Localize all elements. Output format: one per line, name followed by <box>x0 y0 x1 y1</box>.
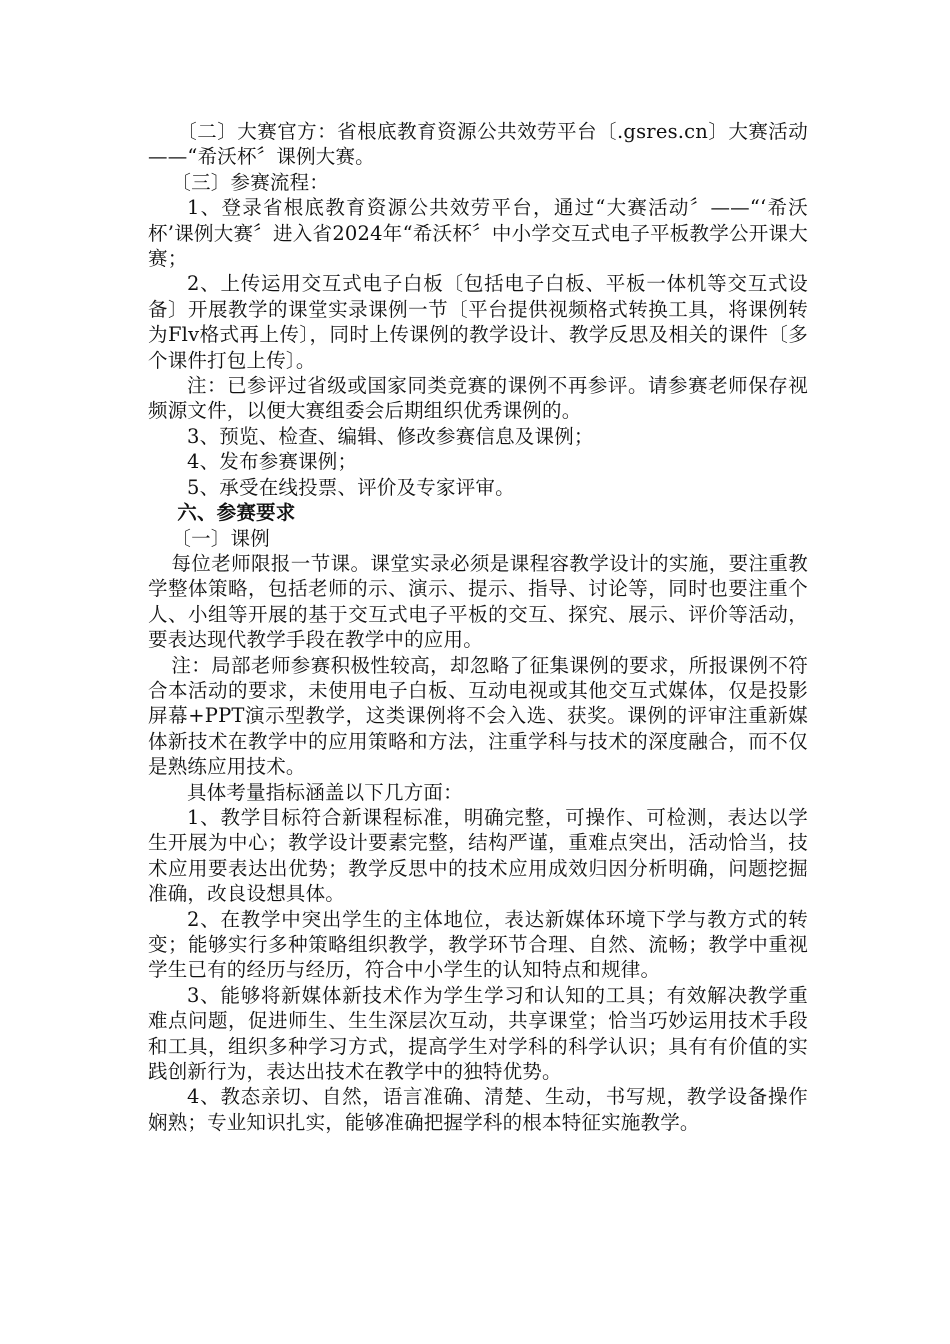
paragraph-criterion-1: 1、教学目标符合新课程标准，明确完整，可操作、可检测，表达以学生开展为中心；教学设计要素完整，结构严谨，重难点突出，活动恰当，技术应用要表达出优势；教学反思中的技术应用成效归因分析明确，问题挖掘准确，改良设想具体。 <box>148 805 808 906</box>
paragraph-criteria-intro: 具体考量指标涵盖以下几方面： <box>187 780 463 804</box>
paragraph-step-1-login: 1、登录省根底教育资源公共效劳平台，通过“大赛活动〞——“‘希沃杯’课例大赛〞进入省2024年“希沃杯〞中小学交互式电子平板教学公开课大赛； <box>148 196 808 271</box>
paragraph-step-5-review: 5、承受在线投票、评价及专家评审。 <box>187 475 515 499</box>
paragraph-note-evaluation: 注：局部老师参赛积极性较高，却忽略了征集课例的要求，所报课例不符合本活动的要求，未使用电子白板、互动电视或其他交互式媒体，仅是投影屏幕+PPT演示型教学，这类课例将不会入选、获奖。课例的评审注重新媒体新技术在教学中的应用策略和方法，注重学科与技术的深度融合，而不仅是熟练应用技术。 <box>148 653 808 779</box>
paragraph-criterion-2: 2、在教学中突出学生的主体地位，表达新媒体环境下学与教方式的转变；能够实行多种策略组织教学，教学环节合理、自然、流畅；教学中重视学生已有的经历与经历，符合中小学生的认知特点和规律。 <box>148 907 808 982</box>
paragraph-criterion-4: 4、教态亲切、自然，语言准确、清楚、生动，书写规，教学设备操作娴熟；专业知识扎实，能够准确把握学科的根本特征实施教学。 <box>148 1085 808 1134</box>
section-heading-requirements: 六、参赛要求 <box>177 501 296 525</box>
paragraph-step-3-preview: 3、预览、检查、编辑、修改参赛信息及课例； <box>187 424 594 448</box>
document-body <box>148 119 808 1135</box>
paragraph-step-4-publish: 4、发布参赛课例； <box>187 450 358 474</box>
paragraph-subsection-lesson: 〔一〕课例 <box>171 526 270 550</box>
paragraph-contest-official-site: 〔二〕大赛官方：省根底教育资源公共效劳平台〔.gsres.cn〕大赛活动——“希沃杯〞课例大赛。 <box>148 120 808 169</box>
paragraph-step-2-upload: 2、上传运用交互式电子白板〔包括电子白板、平板一体机等交互式设备〕开展教学的课堂实录课例一节〔平台提供视频格式转换工具，将课例转为Flv格式再上传〕，同时上传课例的教学设计、教学反思及相关的课件〔多个课件打包上传〕。 <box>148 272 808 372</box>
paragraph-contest-process-heading: 〔三〕参赛流程： <box>171 170 329 194</box>
paragraph-note-source-files: 注：已参评过省级或国家同类竞赛的课例不再参评。请参赛老师保存视频源文件，以便大赛组委会后期组织优秀课例的。 <box>148 374 808 423</box>
paragraph-lesson-requirements: 每位老师限报一节课。课堂实录必须是课程容教学设计的实施，要注重教学整体策略，包括老师的示、演示、提示、指导、讨论等，同时也要注重个人、小组等开展的基于交互式电子平板的交互、探究、展示、评价等活动，要表达现代教学手段在教学中的应用。 <box>148 551 808 652</box>
paragraph-criterion-3: 3、能够将新媒体新技术作为学生学习和认知的工具；有效解决教学重难点问题，促进师生、生生深层次互动，共享课堂；恰当巧妙运用技术手段和工具，组织多种学习方式，提高学生对学科的科学认识；具有有价值的实践创新行为，表达出技术在教学中的独特优势。 <box>148 983 808 1084</box>
